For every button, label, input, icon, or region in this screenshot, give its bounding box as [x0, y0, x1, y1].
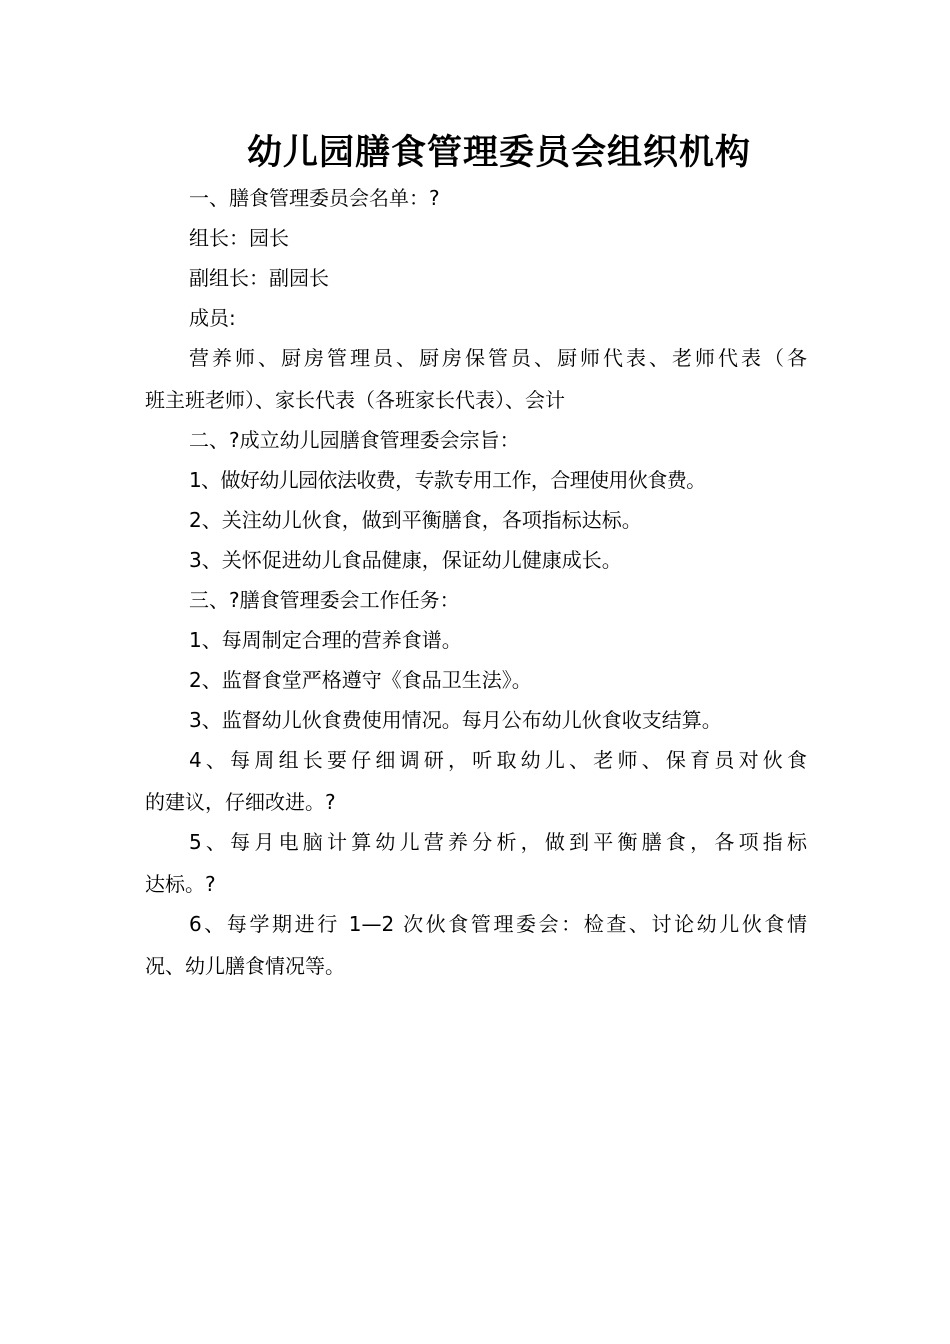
task-item-1: 1、每周制定合理的营养食谱。: [189, 628, 462, 652]
section-3-heading: 三、?膳食管理委会工作任务：: [189, 588, 460, 612]
purpose-item-3: 3、关怀促进幼儿食品健康，保证幼儿健康成长。: [189, 548, 622, 572]
task-item-5-line-2: 达标。?: [145, 872, 216, 896]
task-item-4-line-1: 4、每周组长要仔细调研，听取幼儿、老师、保育员对伙食: [189, 748, 807, 772]
member-leader: 组长：园长: [189, 226, 289, 250]
document-title: 幼儿园膳食管理委员会组织机构: [246, 132, 751, 173]
task-item-3: 3、监督幼儿伙食费使用情况。每月公布幼儿伙食收支结算。: [189, 708, 722, 732]
members-label: 成员:: [189, 306, 236, 330]
section-1-heading: 一、膳食管理委员会名单：?: [189, 186, 440, 210]
purpose-item-2: 2、关注幼儿伙食，做到平衡膳食，各项指标达标。: [189, 508, 642, 532]
section-2-heading: 二、?成立幼儿园膳食管理委会宗旨：: [189, 428, 520, 452]
member-deputy-leader: 副组长：副园长: [189, 266, 329, 290]
members-list-line-2: 班主班老师）、家长代表（各班家长代表）、会计: [145, 388, 565, 412]
task-item-6-line-1: 6、每学期进行 1—2 次伙食管理委会：检查、讨论幼儿伙食情: [189, 912, 807, 936]
task-item-4-line-2: 的建议，仔细改进。?: [145, 790, 336, 814]
members-list-line-1: 营养师、厨房管理员、厨房保管员、厨师代表、老师代表（各: [189, 346, 807, 370]
task-item-5-line-1: 5、每月电脑计算幼儿营养分析，做到平衡膳食，各项指标: [189, 830, 807, 854]
task-item-2: 2、监督食堂严格遵守《食品卫生法》。: [189, 668, 532, 692]
purpose-item-1: 1、做好幼儿园依法收费，专款专用工作，合理使用伙食费。: [189, 468, 706, 492]
task-item-6-line-2: 况、幼儿膳食情况等。: [145, 954, 345, 978]
